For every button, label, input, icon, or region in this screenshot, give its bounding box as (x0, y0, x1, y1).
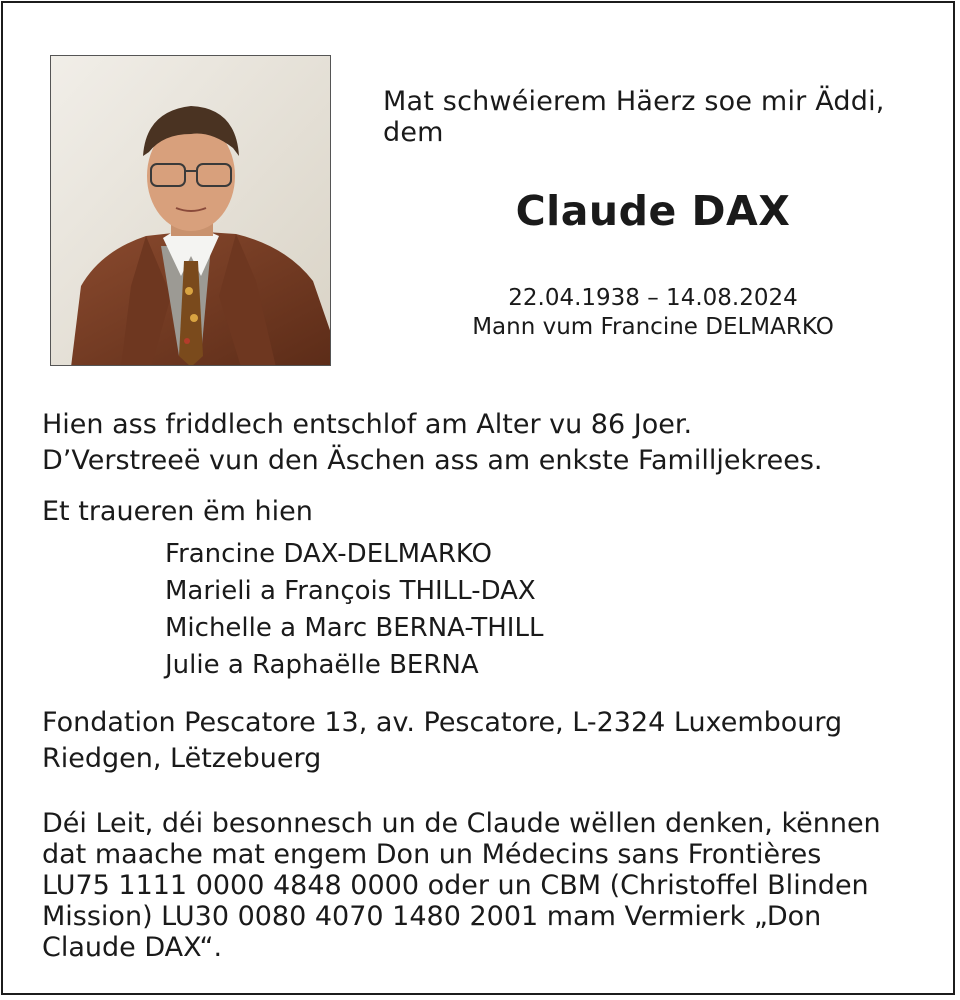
donation-note (42, 808, 922, 963)
address-line-2: Riedgen, Lëtzebuerg (42, 743, 322, 774)
spouse-relation: Mann vum Francine DELMARKO (472, 314, 834, 340)
intro-line-2: dem (383, 117, 444, 148)
mourners-heading: Et traueren ëm hien (42, 496, 313, 527)
life-dates: 22.04.1938 – 14.08.2024 (508, 285, 798, 311)
mourner-item: Michelle a Marc BERNA-THILL (165, 613, 544, 643)
death-notice-line-1: Hien ass friddlech entschlof am Alter vu 86 Joer. (42, 409, 693, 440)
donation-line-1: Déi Leit, déi besonnesch un de Claude wëllen denken, kënnen (42, 808, 881, 839)
intro-text (383, 86, 923, 148)
intro-line-1: Mat schwéierem Häerz soe mir Äddi, (383, 86, 885, 117)
deceased-name: Claude DAX (515, 187, 791, 235)
death-notice (42, 407, 922, 479)
mourner-item: Francine DAX-DELMARKO (165, 539, 492, 569)
portrait-photo (50, 55, 331, 366)
address-block (42, 705, 922, 777)
mourner-item: Marieli a François THILL-DAX (165, 576, 536, 606)
donation-line-4: Mission) LU30 0080 4070 1480 2001 mam Vermierk „Don (42, 901, 822, 932)
mourner-item: Julie a Raphaëlle BERNA (165, 650, 479, 680)
donation-line-3: LU75 1111 0000 4848 0000 oder un CBM (Christoffel Blinden (42, 870, 869, 901)
address-line-1: Fondation Pescatore 13, av. Pescatore, L-2324 Luxembourg (42, 707, 843, 738)
donation-line-5: Claude DAX“. (42, 932, 223, 963)
life-dates-block (383, 284, 923, 342)
death-notice-line-2: D’Verstreeë vun den Äschen ass am enkste Familljekrees. (42, 445, 823, 476)
mourners-list (165, 536, 865, 684)
donation-line-2: dat maache mat engem Don un Médecins sans Frontières (42, 839, 822, 870)
